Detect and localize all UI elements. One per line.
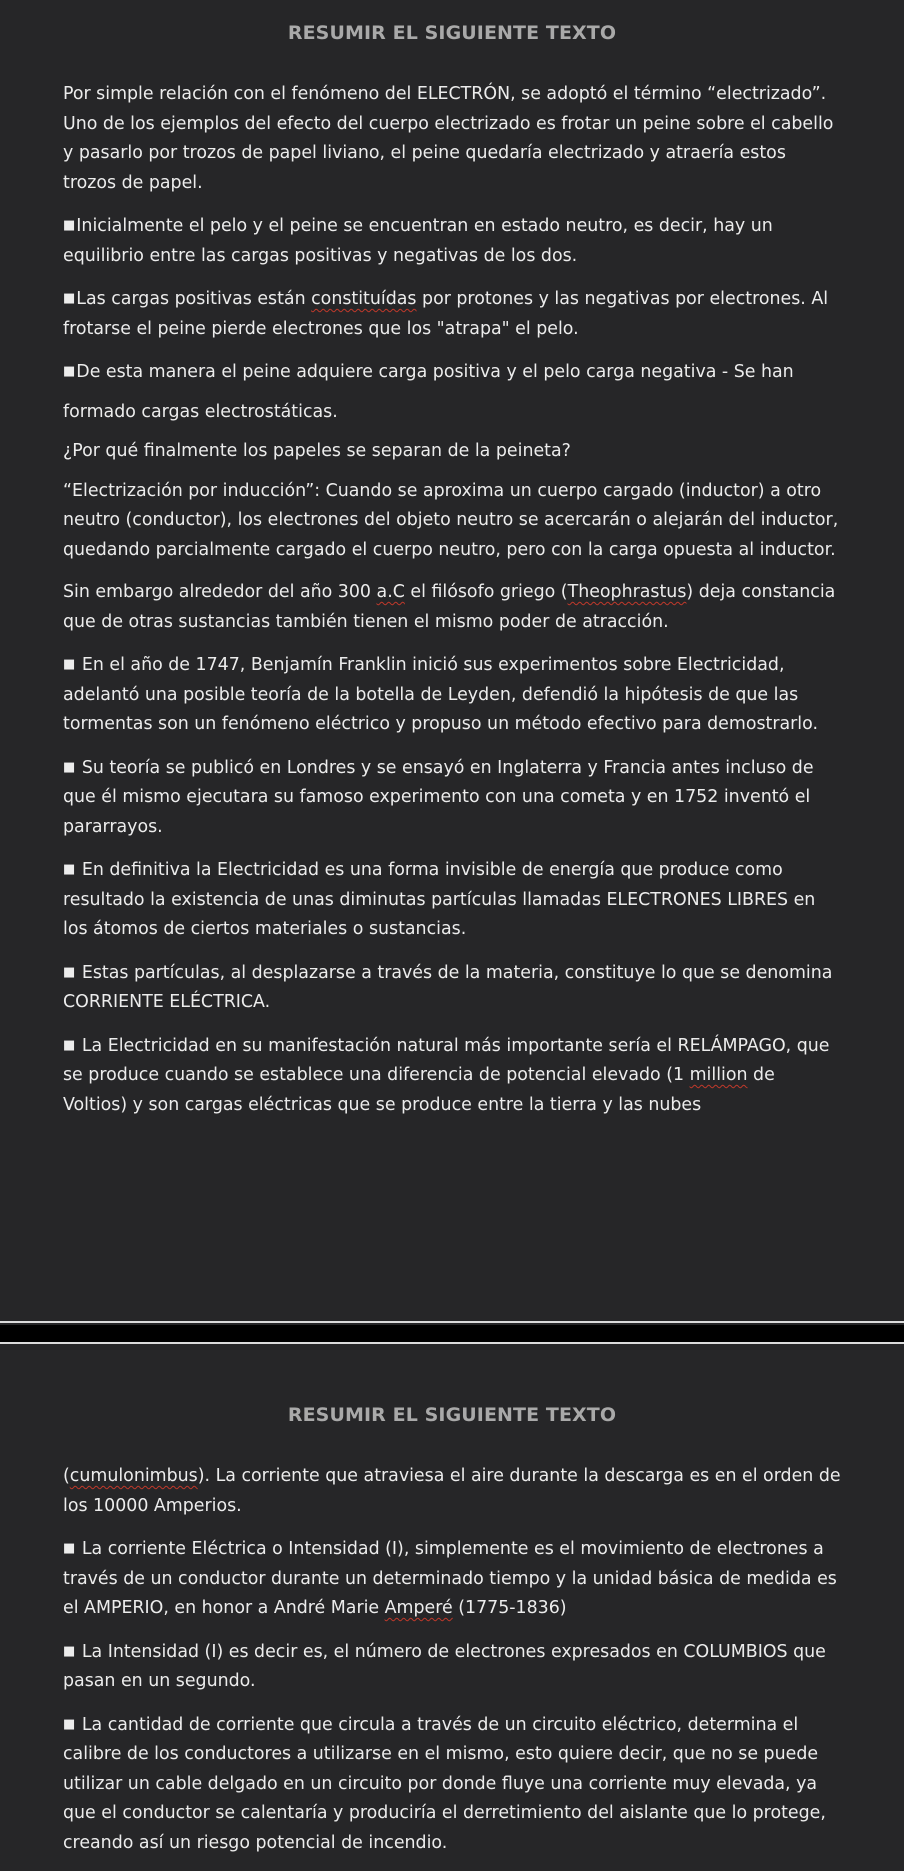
page-title: RESUMIR EL SIGUIENTE TEXTO xyxy=(287,22,617,44)
page-divider-line xyxy=(0,1321,904,1323)
document-body xyxy=(63,1462,843,1871)
paragraph-text: el filósofo griego ( xyxy=(404,582,568,602)
misspelled-word[interactable]: cumulonimbus xyxy=(69,1466,198,1486)
misspelled-word[interactable]: Amperé xyxy=(384,1598,453,1618)
paragraph-text: En definitiva la Electricidad es una forma invisible de energía que produce como resultado la existencia de unas diminutas partículas llamadas ELECTRONES LIBRES en los átomos de ciertos materiales o sustancias. xyxy=(63,860,816,939)
paragraph-text: Las cargas positivas están xyxy=(76,289,312,309)
bullet-icon: ■ xyxy=(63,1716,76,1732)
bullet-icon: ■ xyxy=(63,964,76,980)
bullet-icon: ■ xyxy=(63,1643,76,1659)
bullet-icon: ■ xyxy=(63,862,76,877)
paragraph-text: La Electricidad en su manifestación natural más importante sería el RELÁMPAGO, que se produce cuando se establece una diferencia de potencial elevado (1 xyxy=(63,1035,830,1085)
bullet-paragraph xyxy=(63,1031,843,1121)
paragraph: “Electrización por inducción”: Cuando se aproxima un cuerpo cargado (inductor) a otro neutro (conductor), los electrones del objeto neutro se acercarán o alejarán del inductor, quedando parcialmente cargado el cuerpo neutro, pero con la carga opuesta al inductor. xyxy=(63,480,839,560)
document-page-2 xyxy=(0,1344,904,1856)
paragraph-text: Estas partículas, al desplazarse a través de la materia, constituye lo que se denomina CORRIENTE ELÉCTRICA. xyxy=(63,962,833,1012)
paragraph-text: La corriente Eléctrica o Intensidad (I), simplemente es el movimiento de electrones a través de un conductor durante un determinado tiempo y la unidad básica de medida es el AMPERIO, en honor a André Marie xyxy=(63,1539,837,1618)
paragraph: (cumulonimbus). La corriente que atraviesa el aire durante la descarga es en el orden de los 10000 Amperios. xyxy=(63,1466,841,1516)
paragraph-text: ). La corriente que atraviesa el aire durante la descarga es en el orden de los 10000 Amperios. xyxy=(63,1466,841,1516)
paragraph-text: Sin embargo alrededor del año 300 xyxy=(63,582,377,602)
paragraph-text: Inicialmente el pelo y el peine se encuentran en estado neutro, es decir, hay un equilibrio entre las cargas positivas y negativas de los dos. xyxy=(63,216,773,266)
bullet-paragraph xyxy=(63,958,843,1018)
bullet-icon: ■ xyxy=(63,1541,76,1556)
bullet-icon: ■ xyxy=(63,218,76,233)
bullet-paragraph xyxy=(63,753,843,843)
misspelled-word[interactable]: a.C xyxy=(376,582,405,602)
misspelled-word[interactable]: constituídas xyxy=(311,289,417,309)
bullet-paragraph xyxy=(63,650,843,740)
bullet-paragraph xyxy=(63,284,843,344)
paragraph-text: de Voltios) y son cargas eléctricas que se produce entre la tierra y las nubes xyxy=(63,1065,775,1115)
bullet-paragraph xyxy=(63,1637,843,1697)
misspelled-word[interactable]: Theophrastus xyxy=(567,582,687,602)
misspelled-word[interactable]: million xyxy=(689,1065,748,1085)
paragraph-text: (1775-1836) xyxy=(452,1598,567,1618)
paragraph-text: por protones y las negativas por electrones. Al frotarse el peine pierde electrones que los "atrapa" el pelo. xyxy=(63,289,829,339)
bullet-paragraph xyxy=(63,1710,843,1859)
paragraph-text: De esta manera el peine adquiere carga positiva y el pelo carga negativa - Se han xyxy=(76,362,794,382)
document-body xyxy=(63,80,843,1133)
paragraph xyxy=(63,578,843,637)
bullet-paragraph xyxy=(63,1534,843,1624)
bullet-paragraph xyxy=(63,855,843,945)
paragraph-text: ) deja constancia que de otras sustancias también tienen el mismo poder de atracción. xyxy=(63,582,836,632)
paragraph-text: Su teoría se publicó en Londres y se ensayó en Inglaterra y Francia antes incluso de que él mismo ejecutara su famoso experimento con una cometa y en 1752 inventó el pararrayos. xyxy=(63,757,814,837)
paragraph: ¿Por qué finalmente los papeles se separan de la peineta? xyxy=(63,441,571,461)
bullet-icon: ■ xyxy=(63,364,76,379)
bullet-icon: ■ xyxy=(63,657,76,672)
page-separator xyxy=(0,1325,904,1343)
paragraph-text: La Intensidad (I) es decir es, el número de electrones expresados en COLUMBIOS que pasan en un segundo. xyxy=(63,1641,826,1691)
bullet-icon: ■ xyxy=(63,759,76,775)
bullet-icon: ■ xyxy=(63,291,76,306)
bullet-paragraph xyxy=(63,357,843,388)
paragraph: Por simple relación con el fenómeno del ELECTRÓN, se adoptó el término “electrizado”. Uno de los ejemplos del efecto del cuerpo electrizado es frotar un peine sobre el cabello y pasarlo por trozos de papel liviano, el peine quedaría electrizado y atraería estos trozos de papel. xyxy=(63,84,834,193)
paragraph-text: En el año de 1747, Benjamín Franklin inició sus experimentos sobre Electricidad, adelantó una posible teoría de la botella de Leyden, defendió la hipótesis de que las tormentas son un fenómeno eléctrico y propuso un método efectivo para demostrarlo. xyxy=(63,655,818,734)
paragraph-text: La cantidad de corriente que circula a través de un circuito eléctrico, determina el calibre de los conductores a utilizarse en el mismo, esto quiere decir, que no se puede utilizar un cable delgado en un circuito por donde fluye una corriente muy elevada, ya que el conductor se calentaría y produciría el derretimiento del aislante que lo protege, creando así un riesgo potencial de incendio. xyxy=(63,1714,826,1853)
page-title: RESUMIR EL SIGUIENTE TEXTO xyxy=(287,1404,617,1426)
paragraph: formado cargas electrostáticas. xyxy=(63,401,338,422)
bullet-icon: ■ xyxy=(63,1037,76,1053)
bullet-paragraph xyxy=(63,211,843,271)
